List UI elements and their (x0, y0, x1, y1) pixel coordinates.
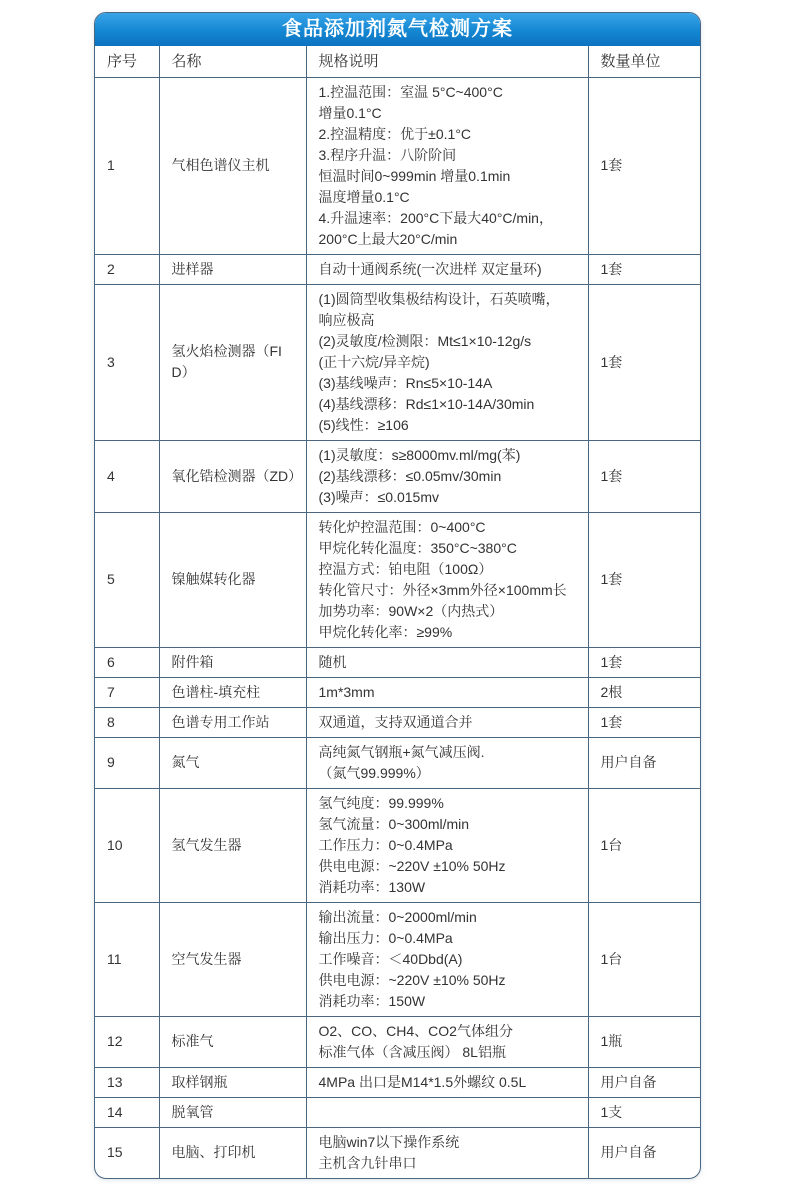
item-spec-cell (306, 707, 588, 737)
spec-line: 供电电源：~220V ±10% 50Hz (318, 857, 506, 874)
item-spec-cell (306, 77, 588, 254)
spec-line: 氢气纯度：99.999% (318, 794, 444, 811)
item-name-cell: 氢气发生器 (159, 788, 306, 902)
item-qty-cell: 1套 (588, 512, 700, 647)
item-spec-cell (306, 1097, 588, 1127)
item-spec-cell (306, 1127, 588, 1178)
row-number-cell: 6 (95, 647, 159, 677)
table-row (95, 647, 700, 677)
spec-line: 3.程序升温：八阶阶间 (318, 146, 457, 163)
header-no: 序号 (95, 46, 159, 77)
table-row (95, 788, 700, 902)
item-name-cell: 氢火焰检测器（FID） (159, 284, 306, 440)
header-qty: 数量单位 (588, 46, 700, 77)
item-spec-cell (306, 1067, 588, 1097)
spec-line: (3)基线噪声：Rn≤5×10-14A (318, 374, 493, 391)
table-row (95, 677, 700, 707)
item-spec-cell (306, 788, 588, 902)
item-spec-cell (306, 902, 588, 1016)
item-spec-cell (306, 1016, 588, 1067)
spec-line: O2、CO、CH4、CO2气体组分 (318, 1022, 513, 1039)
table-row (95, 1127, 700, 1178)
row-number-cell: 11 (95, 902, 159, 1016)
spec-line: 增量0.1°C (318, 104, 382, 121)
spec-line: 4.升温速率：200°C下最大40°C/min， (318, 209, 553, 226)
spec-line: (1)灵敏度：s≥8000mv.ml/mg(苯) (318, 446, 521, 463)
spec-line: (正十六烷/异辛烷) (318, 353, 430, 370)
row-number-cell: 2 (95, 254, 159, 284)
row-number-cell: 15 (95, 1127, 159, 1178)
item-name-cell: 脱氧管 (159, 1097, 306, 1127)
item-name-cell: 取样钢瓶 (159, 1067, 306, 1097)
spec-line: 加势功率：90W×2（内热式） (318, 602, 504, 619)
table-row (95, 1016, 700, 1067)
item-qty-cell: 1台 (588, 902, 700, 1016)
item-spec-cell (306, 284, 588, 440)
spec-line: 工作压力：0~0.4MPa (318, 836, 453, 853)
spec-line: 高纯氮气钢瓶+氮气减压阀. (318, 743, 485, 760)
item-spec-cell (306, 254, 588, 284)
spec-line: 2.控温精度：优于±0.1°C (318, 125, 472, 142)
row-number-cell: 3 (95, 284, 159, 440)
item-spec-cell (306, 737, 588, 788)
item-qty-cell: 2根 (588, 677, 700, 707)
item-name-cell: 气相色谱仪主机 (159, 77, 306, 254)
item-name-cell: 进样器 (159, 254, 306, 284)
item-qty-cell: 1套 (588, 284, 700, 440)
item-name-cell: 氮气 (159, 737, 306, 788)
spec-line: 自动十通阀系统(一次进样 双定量环) (318, 260, 542, 277)
item-qty-cell: 1瓶 (588, 1016, 700, 1067)
spec-line: 1m*3mm (318, 683, 375, 700)
row-number-cell: 9 (95, 737, 159, 788)
spec-line: 电脑win7以下操作系统 (318, 1133, 460, 1150)
item-name-cell: 空气发生器 (159, 902, 306, 1016)
item-spec-cell (306, 512, 588, 647)
table-body (95, 46, 700, 1178)
table-row (95, 254, 700, 284)
table-row (95, 737, 700, 788)
spec-line: 响应极高 (318, 311, 375, 328)
item-qty-cell: 1套 (588, 77, 700, 254)
table-row (95, 284, 700, 440)
spec-line: 转化炉控温范围：0~400°C (318, 518, 486, 535)
item-qty-cell: 1支 (588, 1097, 700, 1127)
spec-line: 双通道，支持双通道合并 (318, 713, 473, 730)
item-qty-cell: 1套 (588, 647, 700, 677)
spec-line: 供电电源：~220V ±10% 50Hz (318, 971, 506, 988)
spec-line: 温度增量0.1°C (318, 188, 410, 205)
spec-line: (4)基线漂移：Rd≤1×10-14A/30min (318, 395, 535, 412)
spec-line: (5)线性：≥106 (318, 416, 409, 433)
table-row (95, 1067, 700, 1097)
item-name-cell: 氧化锆检测器（ZD） (159, 440, 306, 512)
row-number-cell: 14 (95, 1097, 159, 1127)
table-row (95, 902, 700, 1016)
row-number-cell: 10 (95, 788, 159, 902)
item-spec-cell (306, 440, 588, 512)
spec-line: 1.控温范围：室温 5°C~400°C (318, 83, 503, 100)
spec-line: 恒温时间0~999min 增量0.1min (318, 167, 511, 184)
row-number-cell: 5 (95, 512, 159, 647)
spec-line: (2)灵敏度/检测限：Mt≤1×10-12g/s (318, 332, 532, 349)
item-name-cell: 附件箱 (159, 647, 306, 677)
item-qty-cell: 1套 (588, 707, 700, 737)
spec-line: (3)噪声：≤0.015mv (318, 488, 439, 505)
item-name-cell: 镍触媒转化器 (159, 512, 306, 647)
table-row (95, 512, 700, 647)
spec-line: 控温方式：铂电阻（100Ω） (318, 560, 493, 577)
header-name: 名称 (159, 46, 306, 77)
item-qty-cell: 用户自备 (588, 1067, 700, 1097)
item-qty-cell: 1套 (588, 254, 700, 284)
spec-line: 标准气体（含减压阀） 8L铝瓶 (318, 1043, 506, 1060)
spec-line: 4MPa 出口是M14*1.5外螺纹 0.5L (318, 1073, 527, 1090)
table-header-row (95, 46, 700, 77)
spec-line: 主机含九针串口 (318, 1154, 417, 1171)
item-qty-cell: 1台 (588, 788, 700, 902)
item-spec-cell (306, 647, 588, 677)
spec-line: 消耗功率：150W (318, 992, 426, 1009)
table-row (95, 440, 700, 512)
table-row (95, 707, 700, 737)
spec-line: 氢气流量：0~300ml/min (318, 815, 470, 832)
item-name-cell: 电脑、打印机 (159, 1127, 306, 1178)
item-name-cell: 标准气 (159, 1016, 306, 1067)
item-qty-cell: 用户自备 (588, 737, 700, 788)
spec-table (95, 46, 700, 1178)
spec-line: 转化管尺寸：外径×3mm外径×100mm长 (318, 581, 567, 598)
spec-line: (2)基线漂移：≤0.05mv/30min (318, 467, 502, 484)
item-name-cell: 色谱柱-填充柱 (159, 677, 306, 707)
spec-line: 输出流量：0~2000ml/min (318, 908, 477, 925)
spec-line: （氮气99.999%） (318, 764, 430, 781)
header-spec: 规格说明 (306, 46, 588, 77)
spec-line: 消耗功率：130W (318, 878, 426, 895)
spec-line: 工作噪音：＜40Dbd(A) (318, 950, 463, 967)
row-number-cell: 12 (95, 1016, 159, 1067)
item-name-cell: 色谱专用工作站 (159, 707, 306, 737)
spec-sheet-card (94, 12, 701, 1179)
row-number-cell: 1 (95, 77, 159, 254)
spec-line: 随机 (318, 653, 347, 670)
table-row (95, 77, 700, 254)
item-spec-cell (306, 677, 588, 707)
item-qty-cell: 用户自备 (588, 1127, 700, 1178)
spec-line: 甲烷化转化率：≥99% (318, 623, 453, 640)
spec-line: (1)圆筒型收集极结构设计，石英喷嘴， (318, 290, 560, 307)
row-number-cell: 7 (95, 677, 159, 707)
item-qty-cell: 1套 (588, 440, 700, 512)
row-number-cell: 8 (95, 707, 159, 737)
spec-line: 200°C上最大20°C/min (318, 230, 458, 247)
page-title: 食品添加剂氮气检测方案 (95, 13, 700, 46)
spec-line: 甲烷化转化温度：350°C~380°C (318, 539, 517, 556)
row-number-cell: 4 (95, 440, 159, 512)
row-number-cell: 13 (95, 1067, 159, 1097)
spec-line: 输出压力：0~0.4MPa (318, 929, 453, 946)
table-row (95, 1097, 700, 1127)
